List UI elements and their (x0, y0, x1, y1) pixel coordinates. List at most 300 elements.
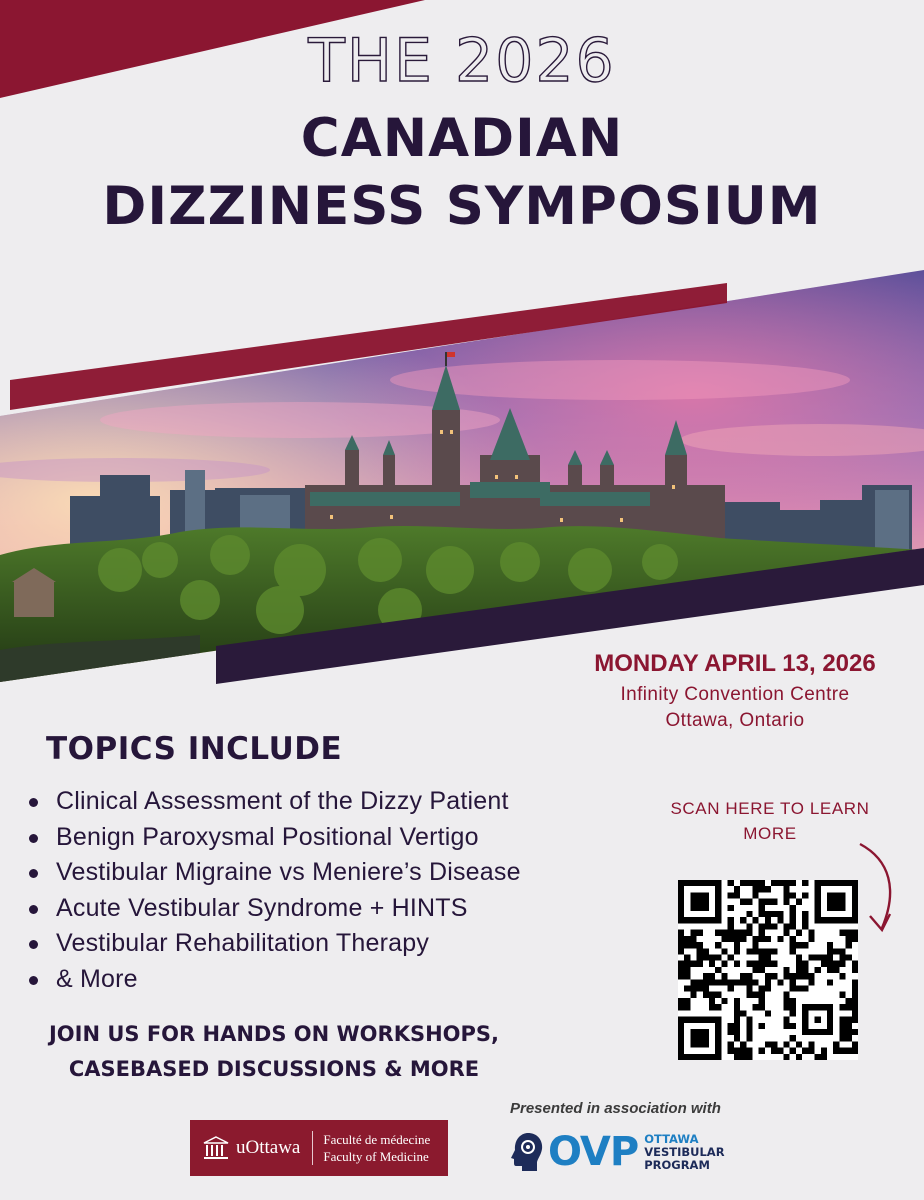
qr-module (740, 917, 746, 923)
qr-module (752, 992, 758, 998)
qr-module (796, 986, 802, 992)
qr-module (740, 1010, 746, 1016)
qr-module (678, 942, 684, 948)
qr-module (746, 948, 752, 954)
qr-module (752, 979, 758, 985)
qr-module (690, 961, 696, 967)
qr-module (678, 967, 684, 973)
qr-module (678, 998, 684, 1004)
qr-module (815, 967, 821, 973)
qr-module (784, 923, 790, 929)
qr-module (790, 1048, 796, 1054)
qr-module (833, 1041, 839, 1047)
qr-module (684, 986, 690, 992)
qr-module (852, 1048, 858, 1054)
qr-module (746, 1054, 752, 1060)
qr-module (721, 930, 727, 936)
qr-module (784, 899, 790, 905)
qr-module (827, 942, 833, 948)
qr-module (802, 892, 808, 898)
qr-module (821, 954, 827, 960)
qr-module (759, 961, 765, 967)
qr-module (734, 1035, 740, 1041)
qr-module (784, 1017, 790, 1023)
qr-module (752, 892, 758, 898)
qr-module (777, 979, 783, 985)
qr-module (703, 973, 709, 979)
qr-module (827, 961, 833, 967)
qr-module (746, 1029, 752, 1035)
qr-module (784, 892, 790, 898)
qr-module (852, 1004, 858, 1010)
qr-module (852, 967, 858, 973)
qr-module (846, 954, 852, 960)
qr-module (703, 979, 709, 985)
qr-module (765, 917, 771, 923)
qr-module (728, 880, 734, 886)
qr-module (777, 917, 783, 923)
qr-module (721, 998, 727, 1004)
qr-module (728, 1029, 734, 1035)
qr-module (728, 954, 734, 960)
qr-module (765, 923, 771, 929)
qr-module (802, 911, 808, 917)
qr-module (852, 1010, 858, 1016)
qr-module (771, 1048, 777, 1054)
qr-module (734, 1004, 740, 1010)
qr-module (839, 1035, 845, 1041)
qr-module (746, 973, 752, 979)
qr-module (765, 979, 771, 985)
qr-module (833, 961, 839, 967)
list-item: Acute Vestibular Syndrome + HINTS (24, 894, 521, 930)
qr-module (752, 942, 758, 948)
qr-module (734, 892, 740, 898)
qr-module (839, 930, 845, 936)
qr-module (796, 954, 802, 960)
qr-module (728, 905, 734, 911)
qr-module (740, 1048, 746, 1054)
qr-module (759, 886, 765, 892)
qr-module (833, 1048, 839, 1054)
qr-module (771, 880, 777, 886)
qr-module (771, 1041, 777, 1047)
qr-module (802, 973, 808, 979)
qr-module (728, 930, 734, 936)
ovp-logo (510, 1124, 750, 1180)
qr-module (784, 886, 790, 892)
qr-module (790, 880, 796, 886)
qr-module (765, 1010, 771, 1016)
qr-module (734, 1010, 740, 1016)
qr-module (777, 911, 783, 917)
qr-module (746, 1048, 752, 1054)
qr-module (697, 961, 703, 967)
qr-module (852, 961, 858, 967)
qr-module (771, 961, 777, 967)
qr-module (777, 1048, 783, 1054)
qr-module (808, 930, 814, 936)
uottawa-name: uOttawa (236, 1137, 301, 1158)
qr-module (802, 880, 808, 886)
qr-module (784, 1004, 790, 1010)
qr-module (709, 961, 715, 967)
qr-module (821, 1048, 827, 1054)
qr-module (734, 1029, 740, 1035)
qr-module (697, 986, 703, 992)
qr-module (796, 899, 802, 905)
qr-module (852, 1041, 858, 1047)
qr-module (839, 1048, 845, 1054)
qr-module (821, 961, 827, 967)
qr-module (765, 986, 771, 992)
qr-module (697, 948, 703, 954)
qr-module (752, 1004, 758, 1010)
qr-module (740, 1041, 746, 1047)
qr-module (684, 954, 690, 960)
qr-module (759, 1004, 765, 1010)
qr-module (796, 1041, 802, 1047)
qr-module (784, 1023, 790, 1029)
qr-module (709, 973, 715, 979)
title-line-2: DIZZINESS SYMPOSIUM (102, 176, 822, 237)
ovp-letters: OVP (548, 1129, 639, 1175)
qr-module (690, 986, 696, 992)
qr-module (684, 998, 690, 1004)
qr-module (839, 1017, 845, 1023)
qr-module (678, 948, 684, 954)
qr-module (715, 979, 721, 985)
qr-module (802, 917, 808, 923)
qr-module (715, 992, 721, 998)
qr-module (827, 967, 833, 973)
qr-module (752, 886, 758, 892)
qr-module (759, 992, 765, 998)
qr-module (765, 961, 771, 967)
qr-module (808, 936, 814, 942)
qr-module (852, 998, 858, 1004)
qr-module (815, 954, 821, 960)
qr-module (684, 967, 690, 973)
qr-module (678, 1004, 684, 1010)
qr-module (746, 1023, 752, 1029)
qr-module (759, 967, 765, 973)
qr-module (734, 936, 740, 942)
qr-module (765, 899, 771, 905)
qr-module (740, 880, 746, 886)
qr-module (734, 1023, 740, 1029)
qr-module (684, 942, 690, 948)
qr-module (752, 917, 758, 923)
qr-module (728, 917, 734, 923)
qr-module (734, 886, 740, 892)
qr-module (759, 880, 765, 886)
qr-module (790, 905, 796, 911)
presented-text: Presented in association with (510, 1100, 721, 1117)
divider (312, 1131, 313, 1165)
bullet-icon (29, 976, 38, 985)
qr-module (684, 973, 690, 979)
qr-module (833, 948, 839, 954)
qr-module (790, 936, 796, 942)
qr-module (771, 911, 777, 917)
qr-module (796, 942, 802, 948)
qr-module (740, 973, 746, 979)
qr-module (852, 930, 858, 936)
qr-module (846, 930, 852, 936)
qr-module (728, 892, 734, 898)
qr-module (728, 979, 734, 985)
qr-module (690, 930, 696, 936)
qr-module (846, 1029, 852, 1035)
qr-module (734, 961, 740, 967)
qr-module (765, 936, 771, 942)
qr-module (784, 992, 790, 998)
qr-module (790, 998, 796, 1004)
qr-module (796, 961, 802, 967)
qr-module (684, 1004, 690, 1010)
title-line-1: CANADIAN (300, 108, 624, 169)
qr-module (690, 936, 696, 942)
qr-module (796, 1054, 802, 1060)
qr-module (802, 923, 808, 929)
qr-module (709, 1004, 715, 1010)
qr-module (796, 930, 802, 936)
qr-module (697, 954, 703, 960)
topics-list (24, 787, 521, 1001)
qr-module (852, 1029, 858, 1035)
qr-module (728, 936, 734, 942)
qr-module (746, 930, 752, 936)
qr-module (697, 979, 703, 985)
qr-module (703, 992, 709, 998)
qr-module (678, 936, 684, 942)
qr-module (784, 1054, 790, 1060)
qr-module (746, 1017, 752, 1023)
bullet-icon (29, 869, 38, 878)
qr-module (827, 979, 833, 985)
ovp-program-name: OTTAWA VESTIBULAR PROGRAM (644, 1131, 725, 1172)
qr-module (715, 930, 721, 936)
qr-module (846, 998, 852, 1004)
bullet-icon (29, 940, 38, 949)
qr-module (759, 911, 765, 917)
qr-module (759, 936, 765, 942)
qr-module (802, 961, 808, 967)
qr-module (852, 986, 858, 992)
topics-heading: TOPICS INCLUDE (46, 731, 343, 767)
qr-module (759, 899, 765, 905)
qr-module (703, 986, 709, 992)
qr-module (802, 986, 808, 992)
qr-module (690, 979, 696, 985)
qr-module (765, 1041, 771, 1047)
qr-module (734, 1017, 740, 1023)
qr-module (839, 954, 845, 960)
qr-module (759, 1048, 765, 1054)
qr-module (678, 961, 684, 967)
qr-module (802, 967, 808, 973)
qr-module (765, 954, 771, 960)
qr-module (721, 936, 727, 942)
qr-module (846, 942, 852, 948)
qr-module (808, 973, 814, 979)
qr-module (715, 942, 721, 948)
qr-module (790, 892, 796, 898)
qr-module (678, 930, 684, 936)
qr-module (734, 1048, 740, 1054)
qr-module (771, 948, 777, 954)
qr-module (777, 936, 783, 942)
qr-module (728, 1048, 734, 1054)
qr-module (815, 1054, 821, 1060)
qr-module (740, 936, 746, 942)
qr-module (808, 1048, 814, 1054)
qr-module (833, 967, 839, 973)
qr-module (759, 986, 765, 992)
qr-module (796, 973, 802, 979)
qr-module (784, 930, 790, 936)
qr-module (721, 973, 727, 979)
qr-module (827, 954, 833, 960)
qr-module (734, 948, 740, 954)
qr-module (802, 1048, 808, 1054)
qr-module (715, 967, 721, 973)
event-venue: Infinity Convention Centre (620, 684, 850, 705)
qr-module (790, 979, 796, 985)
qr-module (846, 1023, 852, 1029)
qr-module (759, 1023, 765, 1029)
qr-module (839, 973, 845, 979)
qr-module (690, 942, 696, 948)
qr-module (846, 1035, 852, 1041)
qr-module (690, 992, 696, 998)
qr-module (746, 899, 752, 905)
qr-module (765, 911, 771, 917)
qr-module (802, 942, 808, 948)
qr-module (839, 1023, 845, 1029)
qr-module (790, 973, 796, 979)
qr-module (846, 936, 852, 942)
qr-module (759, 923, 765, 929)
qr-module (790, 917, 796, 923)
qr-module (746, 992, 752, 998)
list-item: Benign Paroxysmal Positional Vertigo (24, 823, 521, 859)
bullet-icon (29, 905, 38, 914)
qr-module (752, 936, 758, 942)
qr-module (839, 1004, 845, 1010)
qr-module (784, 1041, 790, 1047)
qr-module (771, 973, 777, 979)
qr-module (765, 973, 771, 979)
qr-module (821, 1054, 827, 1060)
qr-module (784, 998, 790, 1004)
qr-module (759, 930, 765, 936)
qr-module (740, 930, 746, 936)
qr-module (759, 905, 765, 911)
qr-module (790, 923, 796, 929)
join-line-2: CASEBASED DISCUSSIONS & MORE (68, 1057, 480, 1081)
qr-module (746, 911, 752, 917)
qr-module (852, 936, 858, 942)
qr-module (734, 930, 740, 936)
qr-module (790, 986, 796, 992)
qr-module (734, 942, 740, 948)
qr-module (852, 1017, 858, 1023)
qr-module (790, 1035, 796, 1041)
qr-module (759, 948, 765, 954)
qr-module (759, 954, 765, 960)
qr-module (715, 954, 721, 960)
building-icon (202, 1135, 230, 1161)
qr-module (846, 1017, 852, 1023)
list-item: Vestibular Migraine vs Meniere’s Disease (24, 858, 521, 894)
year-heading: THE 2026 (308, 26, 616, 96)
qr-module (703, 954, 709, 960)
list-item: Vestibular Rehabilitation Therapy (24, 929, 521, 965)
qr-module (709, 992, 715, 998)
qr-module (846, 1004, 852, 1010)
qr-module (777, 880, 783, 886)
faculty-name: Faculté de médecine Faculty of Medicine (323, 1132, 431, 1164)
qr-module (684, 961, 690, 967)
qr-module (728, 986, 734, 992)
qr-module (839, 992, 845, 998)
qr-module (771, 899, 777, 905)
qr-module (709, 998, 715, 1004)
head-profile-icon (510, 1131, 544, 1173)
qr-module (752, 880, 758, 886)
join-line-1: JOIN US FOR HANDS ON WORKSHOPS, (48, 1022, 500, 1046)
qr-module (740, 899, 746, 905)
qr-module (852, 979, 858, 985)
qr-module (839, 1029, 845, 1035)
bullet-icon (29, 798, 38, 807)
qr-module (790, 1004, 796, 1010)
qr-module (784, 967, 790, 973)
qr-module (678, 973, 684, 979)
qr-module (765, 948, 771, 954)
qr-module (734, 979, 740, 985)
bullet-icon (29, 834, 38, 843)
uottawa-logo (190, 1120, 448, 1176)
qr-module (746, 923, 752, 929)
qr-caption: SCAN HERE TO LEARN MORE (670, 799, 870, 843)
qr-module (796, 967, 802, 973)
qr-module (740, 979, 746, 985)
qr-module (746, 986, 752, 992)
qr-module (784, 880, 790, 886)
list-item: & More (24, 965, 521, 1001)
qr-module (703, 948, 709, 954)
qr-module (728, 923, 734, 929)
list-item: Clinical Assessment of the Dizzy Patient (24, 787, 521, 823)
qr-module (808, 1041, 814, 1047)
qr-module (728, 1041, 734, 1047)
qr-module (771, 923, 777, 929)
qr-module (839, 961, 845, 967)
qr-module (752, 961, 758, 967)
qr-module (746, 880, 752, 886)
qr-module (715, 1004, 721, 1010)
qr-module (808, 979, 814, 985)
qr-module (752, 967, 758, 973)
qr-module (709, 979, 715, 985)
qr-module (839, 948, 845, 954)
qr-code[interactable] (678, 880, 858, 1060)
qr-module (728, 1023, 734, 1029)
qr-module (746, 979, 752, 985)
